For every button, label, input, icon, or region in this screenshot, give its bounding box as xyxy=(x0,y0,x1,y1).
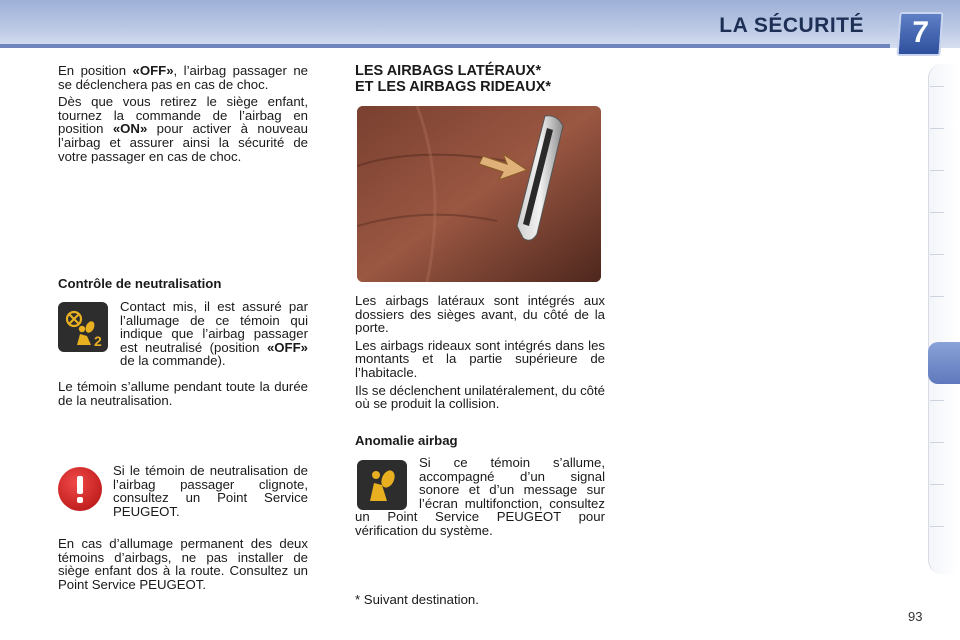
fault-text-block: Si ce témoin s’allume, accompagné d’un signal sonore et d’un message sur l’écran multifonction, consultez un Point Service PEUGEOT pour vérification du système. xyxy=(355,455,605,538)
header-rule xyxy=(0,44,890,48)
paragraph-reactivate: Dès que vous retirez le siège enfant, tournez la commande de l’airbag en position «ON» pour activer à nouveau l’airbag et assurer ainsi la sécurité de votre passager en cas de choc. xyxy=(58,94,308,164)
paragraph-deployment: Ils se déclenchent unilatéralement, du côté où se produit la collision. xyxy=(355,382,605,412)
neutralisation-duration-text: Le témoin s’allume pendant toute la durée de la neutralisation. xyxy=(58,379,308,408)
side-airbag-seat-photo xyxy=(357,106,601,282)
neutralisation-heading: Contrôle de neutralisation xyxy=(58,276,222,291)
tab-divider xyxy=(930,212,944,213)
section-title xyxy=(355,63,551,95)
neutralisation-text: Contact mis, il est assuré par l’allumage de ce témoin qui indique que l’airbag passager est neutralisé (position «OFF» de la commande). xyxy=(120,299,308,369)
tab-divider xyxy=(930,484,944,485)
tab-divider xyxy=(930,400,944,401)
paragraph-off-position: En position «OFF», l’airbag passager ne se déclenchera pas en cas de choc. xyxy=(58,63,309,92)
paragraph-curtain-airbags: Les airbags rideaux sont intégrés dans les montants et la partie supérieure de l’habitacle. xyxy=(355,337,605,380)
tab-divider xyxy=(930,170,944,171)
airbag-off-indicator-icon xyxy=(58,302,108,352)
chapter-title: LA SÉCURITÉ xyxy=(719,14,864,37)
tab-divider xyxy=(930,254,944,255)
chapter-number-badge xyxy=(896,12,943,56)
svg-text:2: 2 xyxy=(94,333,102,349)
chapter-tab-active[interactable] xyxy=(928,342,960,384)
paragraph-side-airbags: Les airbags latéraux sont intégrés aux dossiers des sièges avant, du côté de la porte. xyxy=(355,293,605,336)
tab-divider xyxy=(930,296,944,297)
chapter-tab-rail xyxy=(928,64,957,574)
permanent-warning-text: En cas d’allumage permanent des deux témoins d’airbags, ne pas installer de siège enfant dos à la route. Consultez un Point Service PEUGEOT. xyxy=(58,536,308,592)
right-body-text xyxy=(355,294,605,415)
tab-divider xyxy=(930,442,944,443)
tab-divider xyxy=(930,86,944,87)
footnote: * Suivant destination. xyxy=(355,592,479,607)
chapter-number: 7 xyxy=(910,16,930,49)
fault-heading: Anomalie airbag xyxy=(355,433,458,448)
page-number: 93 xyxy=(908,609,923,624)
section-title-line1: LES AIRBAGS LATÉRAUX* xyxy=(355,63,542,79)
warning-text: Si le témoin de neutralisation de l’airbag passager clignote, consultez un Point Service PEUGEOT. xyxy=(113,463,308,519)
tab-divider xyxy=(930,526,944,527)
icon-wrap-spacer xyxy=(355,456,419,510)
tab-divider xyxy=(930,128,944,129)
warning-exclamation-icon xyxy=(58,467,102,511)
section-title-line2: ET LES AIRBAGS RIDEAUX* xyxy=(355,79,552,95)
left-intro xyxy=(58,64,308,167)
